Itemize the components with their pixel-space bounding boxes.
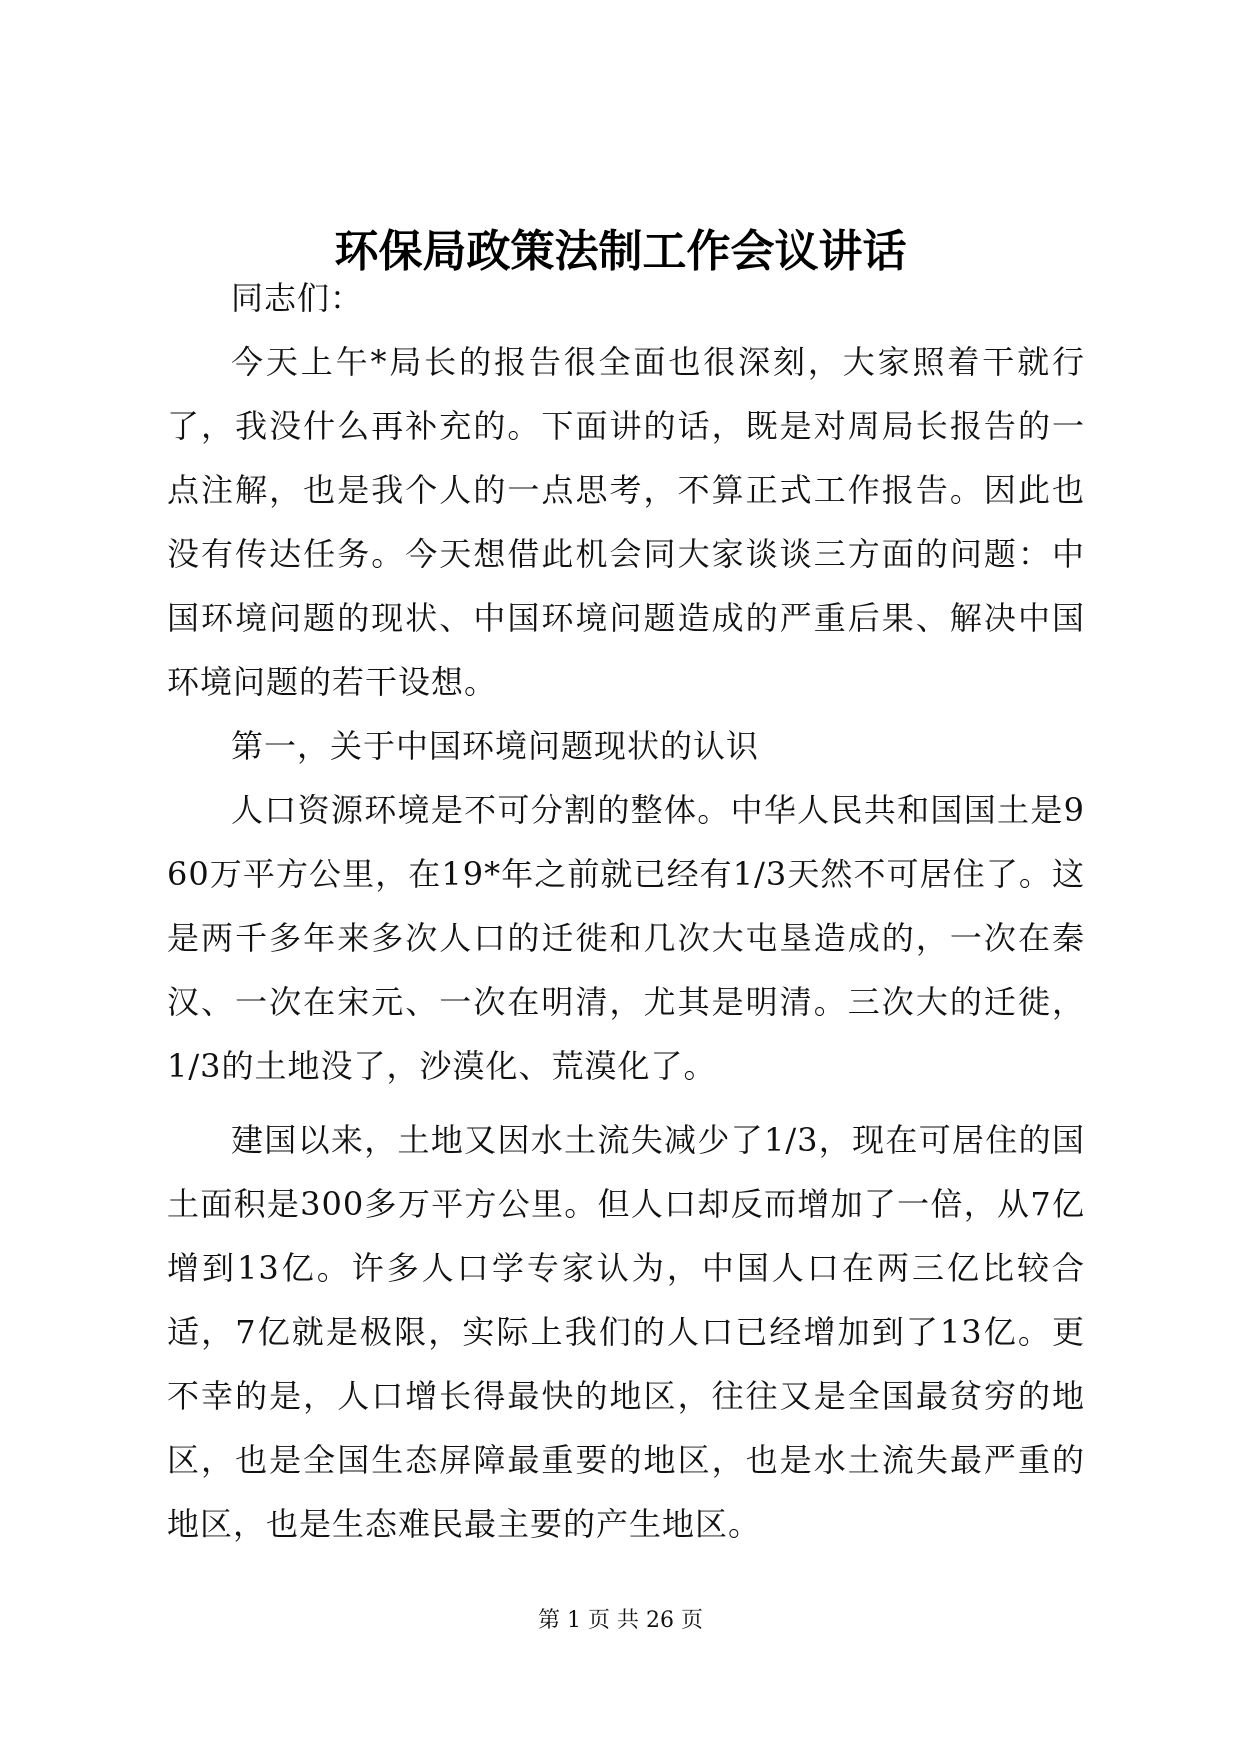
salutation-paragraph: 同志们： [231,279,364,317]
body-paragraph-population: 建国以来，土地又因水土流失减少了1/3，现在可居住的国土面积是300多万平方公里。但人口却反而增加了一倍，从7亿增到13亿。许多人口学专家认为，中国人口在两三亿比较合适，7亿就是极限，实际上我们的人口已经增加到了13亿。更不幸的是，人口增长得最快的地区，往往又是全国最贫穷的地区，也是全国生态屏障最重要的地区，也是水土流失最严重的地区，也是生态难民最主要的产生地区。 [167,1121,1085,1543]
document-title: 环保局政策法制工作会议讲话 [334,226,907,277]
section-heading-paragraph: 第一，关于中国环境问题现状的认识 [231,727,760,765]
body-paragraph-territory: 人口资源环境是不可分割的整体。中华人民共和国国土是960万平方公里，在19*年之前就已经有1/3天然不可居住了。这是两千多年来多次人口的迁徙和几次大屯垦造成的，一次在秦汉、一次在宋元、一次在明清，尤其是明清。三次大的迁徙，1/3的土地没了，沙漠化、荒漠化了。 [167,791,1085,1085]
intro-paragraph: 今天上午*局长的报告很全面也很深刻，大家照着干就行了，我没什么再补充的。下面讲的话，既是对周局长报告的一点注解，也是我个人的一点思考，不算正式工作报告。因此也没有传达任务。今天想借此机会同大家谈谈三方面的问题：中国环境问题的现状、中国环境问题造成的严重后果、解决中国环境问题的若干设想。 [167,343,1085,701]
page-footer: 第 1 页 共 26 页 [538,1608,703,1633]
document-body [167,266,1085,1556]
